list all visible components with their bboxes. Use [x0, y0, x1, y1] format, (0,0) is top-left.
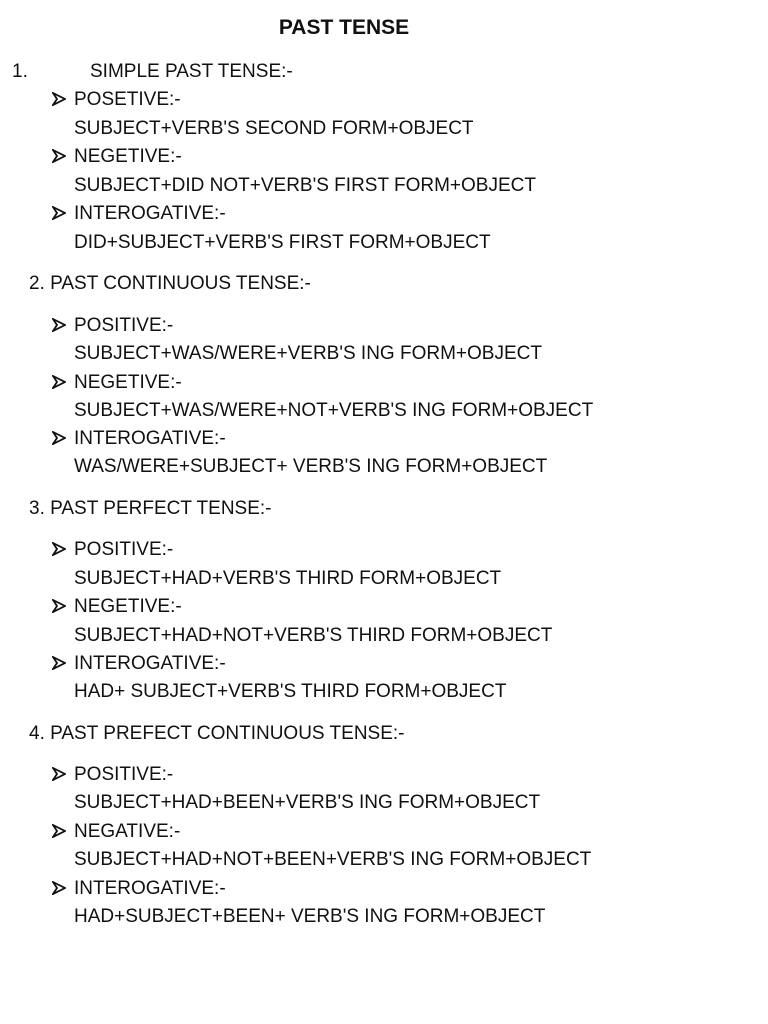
item-label: POSETIVE:- — [74, 89, 181, 110]
section-heading: 2. PAST CONTINUOUS TENSE:- — [29, 273, 311, 294]
item-label: INTEROGATIVE:- — [74, 878, 226, 899]
item-formula: HAD+ SUBJECT+VERB'S THIRD FORM+OBJECT — [74, 681, 507, 702]
section-heading: SIMPLE PAST TENSE:- — [90, 61, 293, 82]
arrowhead-bullet-icon — [52, 375, 66, 389]
item-label: NEGETIVE:- — [74, 146, 182, 167]
item-label: NEGETIVE:- — [74, 372, 182, 393]
item-formula: SUBJECT+VERB'S SECOND FORM+OBJECT — [74, 118, 474, 139]
item-label: NEGATIVE:- — [74, 821, 181, 842]
item-formula: DID+SUBJECT+VERB'S FIRST FORM+OBJECT — [74, 232, 491, 253]
section-heading: 3. PAST PERFECT TENSE:- — [29, 498, 272, 519]
arrowhead-bullet-icon — [52, 318, 66, 332]
item-formula: SUBJECT+HAD+BEEN+VERB'S ING FORM+OBJECT — [74, 792, 541, 813]
item-label: INTEROGATIVE:- — [74, 203, 226, 224]
item-formula: SUBJECT+DID NOT+VERB'S FIRST FORM+OBJECT — [74, 175, 536, 196]
item-formula: SUBJECT+HAD+VERB'S THIRD FORM+OBJECT — [74, 568, 502, 589]
item-label: POSITIVE:- — [74, 539, 174, 560]
item-label: INTEROGATIVE:- — [74, 428, 226, 449]
arrowhead-bullet-icon — [52, 542, 66, 556]
arrowhead-bullet-icon — [52, 656, 66, 670]
section-heading: 4. PAST PREFECT CONTINUOUS TENSE:- — [29, 723, 405, 744]
item-label: POSITIVE:- — [74, 764, 174, 785]
item-formula: HAD+SUBJECT+BEEN+ VERB'S ING FORM+OBJECT — [74, 906, 546, 927]
arrowhead-bullet-icon — [52, 206, 66, 220]
item-formula: WAS/WERE+SUBJECT+ VERB'S ING FORM+OBJECT — [74, 456, 548, 477]
item-formula: SUBJECT+WAS/WERE+VERB'S ING FORM+OBJECT — [74, 343, 542, 364]
arrowhead-bullet-icon — [52, 599, 66, 613]
arrowhead-bullet-icon — [52, 431, 66, 445]
arrowhead-bullet-icon — [52, 824, 66, 838]
item-formula: SUBJECT+HAD+NOT+VERB'S THIRD FORM+OBJECT — [74, 625, 553, 646]
arrowhead-bullet-icon — [52, 881, 66, 895]
arrowhead-bullet-icon — [52, 92, 66, 106]
section-number: 1. — [12, 61, 28, 82]
item-label: NEGETIVE:- — [74, 596, 182, 617]
item-label: POSITIVE:- — [74, 315, 174, 336]
item-formula: SUBJECT+WAS/WERE+NOT+VERB'S ING FORM+OBJECT — [74, 400, 594, 421]
item-label: INTEROGATIVE:- — [74, 653, 226, 674]
arrowhead-bullet-icon — [52, 149, 66, 163]
arrowhead-bullet-icon — [52, 767, 66, 781]
item-formula: SUBJECT+HAD+NOT+BEEN+VERB'S ING FORM+OBJECT — [74, 849, 592, 870]
page-title: PAST TENSE — [278, 16, 410, 39]
